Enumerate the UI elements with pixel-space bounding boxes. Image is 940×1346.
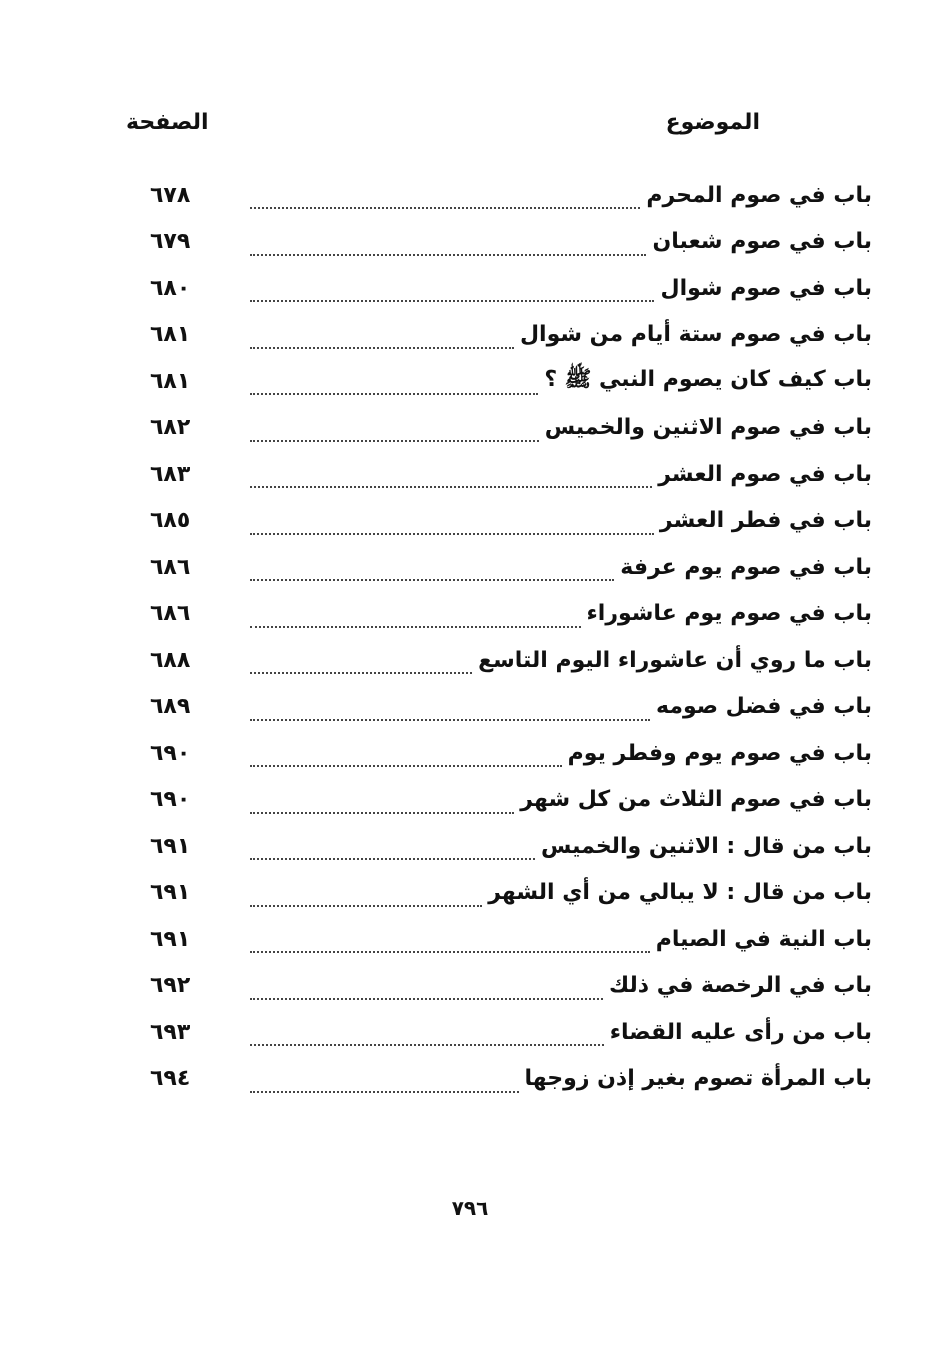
dot-leader [250, 286, 654, 302]
toc-entry-page: ٦٩١ [150, 926, 191, 952]
dot-leader [250, 193, 640, 209]
toc-entry-page: ٦٨٠ [150, 275, 191, 301]
dot-leader [250, 984, 603, 1000]
toc-entry-page: ٦٨٩ [150, 694, 191, 720]
toc-entry-title: باب في الرخصة في ذلك [609, 973, 872, 999]
toc-entry-title: باب من قال : الاثنين والخميس [541, 833, 872, 859]
toc-entry-page: ٦٩١ [150, 880, 191, 906]
toc-entry-page: ٦٨١ [150, 368, 191, 394]
toc-entry [150, 870, 872, 917]
toc-entry [150, 219, 872, 266]
toc-entry-title: باب المرأة تصوم بغير إذن زوجها [524, 1066, 872, 1092]
toc-entry [150, 172, 872, 219]
toc-entry-page: ٦٩٤ [150, 1066, 191, 1092]
toc-entry-page: ٦٨١ [150, 322, 191, 348]
dot-leader [250, 426, 539, 442]
toc-entry [150, 684, 872, 731]
toc-entry [150, 405, 872, 452]
dot-leader [250, 565, 614, 581]
toc-entry [150, 637, 872, 684]
toc-entry [150, 963, 872, 1010]
toc-entry-title: باب في فطر العشر [659, 508, 872, 534]
dot-leader [250, 658, 472, 674]
toc-entry [150, 312, 872, 359]
dot-leader [250, 333, 514, 349]
dot-leader [250, 844, 535, 860]
toc-entry [150, 1056, 872, 1103]
toc-entry-title: باب في صوم الاثنين والخميس [544, 415, 872, 441]
toc-entry-title: باب في صوم الثلاث من كل شهر [520, 787, 872, 813]
toc-entry-title: باب كيف كان يصوم النبي ﷺ ؟ [544, 367, 872, 393]
toc-entry-page: ٦٨٣ [150, 461, 191, 487]
toc-entry [150, 498, 872, 545]
dot-leader [250, 751, 562, 767]
dot-leader [250, 612, 581, 628]
dot-leader [250, 891, 482, 907]
toc-entry-page: ٦٨٦ [150, 601, 191, 627]
table-of-contents [150, 172, 872, 1102]
toc-entry-title: باب في صوم شوال [660, 275, 872, 301]
dot-leader [250, 240, 646, 256]
toc-entry-title: باب في فضل صومه [655, 694, 872, 720]
toc-entry-page: ٦٩١ [150, 833, 191, 859]
toc-entry-title: باب من قال : لا يبالي من أي الشهر [488, 880, 872, 906]
toc-entry-page: ٦٨٥ [150, 508, 191, 534]
toc-entry-title: باب في صوم يوم وفطر يوم [567, 740, 872, 766]
toc-entry [150, 823, 872, 870]
toc-entry-title: باب في صوم يوم عاشوراء [586, 601, 872, 627]
toc-entry-title: باب في صوم شعبان [652, 229, 872, 255]
dot-leader [250, 705, 650, 721]
toc-entry-page: ٦٧٩ [150, 229, 191, 255]
toc-entry-page: ٦٩٠ [150, 740, 191, 766]
page-number-footer: ٧٩٦ [451, 1196, 489, 1220]
dot-leader [250, 519, 654, 535]
toc-entry-title: باب من رأى عليه القضاء [609, 1019, 872, 1045]
dot-leader [250, 1030, 604, 1046]
page-column-heading: الصفحة [126, 110, 209, 135]
toc-entry-page: ٦٨٨ [150, 647, 191, 673]
dot-leader [250, 1077, 519, 1093]
toc-entry [150, 730, 872, 777]
dot-leader [250, 798, 514, 814]
toc-entry-page: ٦٩٢ [150, 973, 191, 999]
toc-entry-page: ٦٨٦ [150, 554, 191, 580]
toc-entry [150, 451, 872, 498]
toc-entry [150, 265, 872, 312]
dot-leader [250, 379, 538, 395]
toc-entry-page: ٦٨٢ [150, 415, 191, 441]
toc-entry-title: باب في صوم ستة أيام من شوال [519, 322, 872, 348]
toc-entry [150, 591, 872, 638]
toc-entry-title: باب ما روي أن عاشوراء اليوم التاسع [478, 647, 872, 673]
toc-entry-title: باب النية في الصيام [655, 926, 872, 952]
toc-entry [150, 358, 872, 405]
toc-entry-page: ٦٧٨ [150, 182, 191, 208]
dot-leader [250, 937, 650, 953]
toc-entry-page: ٦٩٣ [150, 1019, 191, 1045]
dot-leader [250, 472, 652, 488]
toc-entry-title: باب في صوم يوم عرفة [620, 554, 872, 580]
toc-entry-page: ٦٩٠ [150, 787, 191, 813]
toc-entry [150, 777, 872, 824]
toc-entry-title: باب في صوم المحرم [646, 182, 872, 208]
toc-entry [150, 1009, 872, 1056]
toc-entry [150, 544, 872, 591]
toc-entry [150, 916, 872, 963]
topic-column-heading: الموضوع [665, 110, 760, 135]
toc-entry-title: باب في صوم العشر [658, 461, 872, 487]
